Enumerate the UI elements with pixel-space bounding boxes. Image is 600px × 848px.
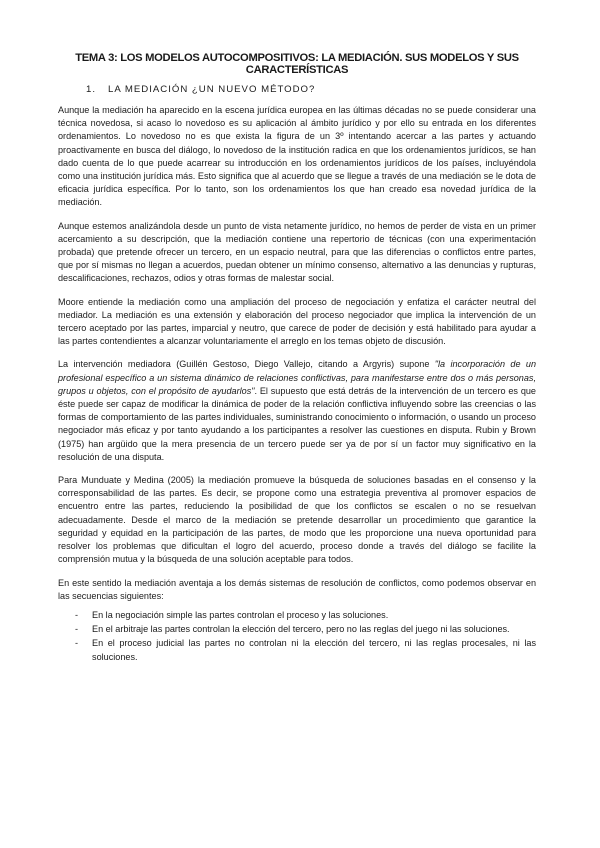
bullet-marker: -: [75, 624, 79, 635]
bullet-marker: -: [75, 609, 79, 620]
paragraph-3: Moore entiende la mediación como una ampliación del proceso de negociación y enfatiza el carácter neutral del mediador. La mediación es una extensión y elaboración del proceso negociador que implica la intervención de un tercero aceptado por las partes, imparcial y neutro, que carece de poder de decisión y está habilitado para ayudar a las partes contendientes a alcanzar voluntariamente el arreglo en los temas objeto de discusión.: [58, 296, 536, 347]
section-number: 1.: [86, 84, 97, 95]
bullet-marker: -: [75, 638, 79, 649]
list-item-text: En la negociación simple las partes controlan el proceso y las soluciones.: [92, 609, 389, 620]
list-item: [75, 609, 536, 622]
paragraph-6: En este sentido la mediación aventaja a los demás sistemas de resolución de conflictos, como podemos observar en las secuencias siguientes:: [58, 577, 536, 601]
document-title: TEMA 3: LOS MODELOS AUTOCOMPOSITIVOS: LA MEDIACIÓN. SUS MODELOS Y SUS CARACTERÍSTICAS: [75, 52, 519, 76]
bullet-list: [58, 609, 536, 664]
paragraph-4-intro: La intervención mediadora (Guillén Gestoso, Diego Vallejo, citando a Argyris) supone: [58, 359, 435, 370]
list-item-text: En el proceso judicial las partes no controlan ni la elección del tercero, ni las reglas procesales, ni las soluciones.: [92, 638, 536, 662]
paragraph-5: Para Munduate y Medina (2005) la mediación promueve la búsqueda de soluciones basadas en el consenso y la corresponsabilidad de las partes. Es decir, se propone como una estrategia preventiva al promover espacios de encuentro entre las partes, reduciendo la posibilidad de que los conflictos se escalen o no se resuelvan adecuadamente. Desde el marco de la mediación se pretende desarrollar un procedimiento que garantice la seguridad y equidad en la participación de las partes, de modo que les proporcione una nueva oportunidad para resolver los problemas que dificultan el logro del acuerdo, proceso donde a través del diálogo se facilite la comprensión mutua y la búsqueda de una solución aceptable para todos.: [58, 475, 536, 565]
list-item: [75, 623, 536, 636]
paragraph-4-rest: . El supuesto que está detrás de la intervención de un tercero es que éste puede ser capaz de modificar la dinámica de poder de la relación conflictiva influyendo sobre las creencias o las formas de comportamiento de las partes individuales, suministrando conocimiento o información, o usando un proceso negociador más eficaz y por tanto ayudando a los participantes a resolver las cuestiones en disputa. Rubin y Brown (1975) han argüido que la mera presencia de un tercero puede ser ya de por sí un factor muy significativo en la resolución de una disputa.: [58, 385, 536, 462]
list-item: [75, 637, 536, 663]
paragraph-4: [58, 358, 536, 464]
paragraph-2: Aunque estemos analizándola desde un punto de vista netamente jurídico, no hemos de perder de vista en un primer acercamiento a su descripción, que la mediación contiene una repertorio de técnicas (con una experimentación probada) que pretende ofrecer un tercero, en un espacio neutral, para que las diferencias o conflictos entre partes, que por sí mismas no llegan a acuerdos, puedan obtener un mínimo consenso, alternativo a las denuncias y rupturas, descalificaciones, rechazos, odios y otras formas de malestar social.: [58, 220, 536, 284]
section-heading: [58, 84, 536, 95]
section-title: LA MEDIACIÓN ¿UN NUEVO MÉTODO?: [108, 84, 316, 95]
list-item-text: En el arbitraje las partes controlan la elección del tercero, pero no las reglas del juego ni las soluciones.: [92, 624, 510, 635]
paragraph-4-quote: "la incorporación de un profesional específico a un sistema dinámico de relaciones conflictivas, para manifestarse entre dos o más personas, grupos u objetos, con el propósito de ayudarlos": [58, 359, 536, 396]
paragraph-1: Aunque la mediación ha aparecido en la escena jurídica europea en las últimas décadas no se puede considerar una técnica novedosa, si acaso lo novedoso es su aplicación al ámbito jurídico y por ello su entrada en los diferentes ordenamientos. Lo novedoso no es que exista la figura de un 3º intentando acercar a las partes y actuando proactivamente en busca del diálogo, lo novedoso de la institución radica en que los ordenamientos jurídicos, se han dado cuenta de lo que puede acarrear su introducción en los ordenamientos jurídicos de los países, incluyéndola como una institución jurídica más. Esto significa que al acuerdo que se llegue a través de una mediación se le dota de eficacia jurídica específica. Por lo tanto, son los ordenamientos los que han creado esa novedad jurídica de la mediación.: [58, 105, 536, 208]
